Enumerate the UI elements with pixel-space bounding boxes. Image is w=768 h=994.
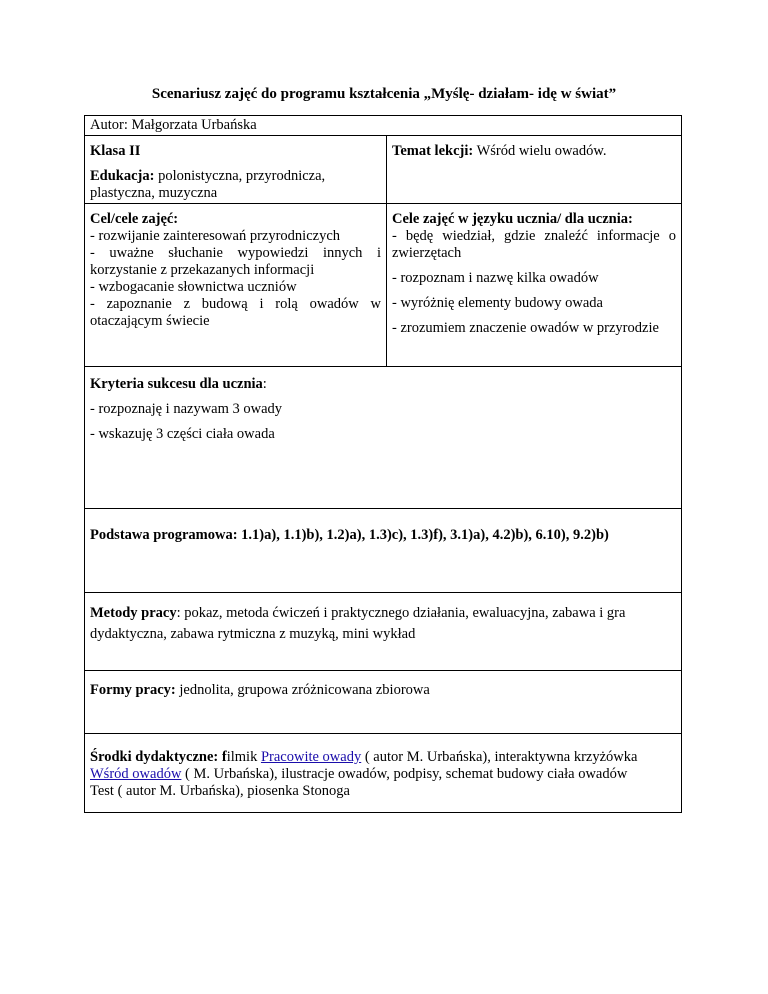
student-goal-item: - rozpoznam i nazwę kilka owadów bbox=[392, 270, 599, 286]
criteria-item: - rozpoznaję i nazywam 3 owady bbox=[90, 401, 283, 417]
topic-label: Temat lekcji: bbox=[392, 143, 474, 159]
education-line bbox=[90, 168, 381, 202]
resources-text-3: ( M. Urbańska), ilustracje owadów, podpisy, schemat budowy ciała owadów bbox=[181, 766, 628, 782]
goal-item: - wzbogacanie słownictwa uczniów bbox=[90, 279, 297, 295]
student-goals-label: Cele zajęć w języku ucznia/ dla ucznia: bbox=[392, 211, 633, 227]
class-topic-row bbox=[85, 136, 682, 204]
student-goal-item: - będę wiedział, gdzie znaleźć informacje o zwierzętach bbox=[392, 228, 676, 261]
forms-row bbox=[85, 671, 682, 734]
author-cell bbox=[85, 116, 682, 136]
goal-item: - uważne słuchanie wypowiedzi innych i korzystanie z przekazanych informacji bbox=[90, 245, 381, 278]
methods-value: : pokaz, metoda ćwiczeń i praktycznego działania, ewaluacyjna, zabawa i gra dydaktyczna, zabawa rytmiczna z muzyką, mini wykład bbox=[90, 605, 626, 642]
author: Autor: Małgorzata Urbańska bbox=[90, 117, 257, 133]
resources-label: Środki dydaktyczne: f bbox=[90, 749, 227, 765]
resources-cell bbox=[85, 734, 682, 813]
class-cell bbox=[85, 136, 387, 204]
goal-item: - zapoznanie z budową i rolą owadów w otaczającym świecie bbox=[90, 296, 381, 329]
resources-text bbox=[90, 749, 676, 800]
forms-label: Formy pracy: bbox=[90, 682, 176, 698]
criteria-item: - wskazuję 3 części ciała owada bbox=[90, 426, 275, 442]
student-goal-item: - wyróżnię elementy budowy owada bbox=[392, 295, 603, 311]
forms-value: jednolita, grupowa zróżnicowana zbiorowa bbox=[175, 682, 430, 698]
goal-item: - rozwijanie zainteresowań przyrodniczych bbox=[90, 228, 341, 244]
curriculum-row bbox=[85, 509, 682, 593]
goals-cell bbox=[85, 204, 387, 367]
topic-cell bbox=[387, 136, 682, 204]
student-goal-item: - zrozumiem znaczenie owadów w przyrodzie bbox=[392, 320, 659, 336]
forms-cell bbox=[85, 671, 682, 734]
resources-text-2: ( autor M. Urbańska), interaktywna krzyżówka bbox=[361, 749, 638, 765]
document-title: Scenariusz zajęć do programu kształcenia „Myślę- działam- idę w świat” bbox=[151, 86, 617, 102]
resources-row bbox=[85, 734, 682, 813]
methods-text bbox=[90, 603, 676, 645]
topic-line bbox=[392, 143, 676, 160]
link-wsrod-owadow[interactable]: Wśród owadów bbox=[90, 766, 182, 782]
goals-label: Cel/cele zajęć: bbox=[90, 211, 179, 227]
forms-text bbox=[90, 682, 676, 699]
criteria-line bbox=[90, 376, 676, 393]
topic-value: Wśród wielu owadów. bbox=[476, 143, 607, 159]
criteria-cell bbox=[85, 367, 682, 509]
education-value: polonistyczna, przyrodnicza, plastyczna, muzyczna bbox=[90, 168, 326, 201]
author-row bbox=[85, 116, 682, 136]
methods-row bbox=[85, 593, 682, 671]
lesson-plan-table bbox=[84, 115, 682, 813]
class-label: Klasa II bbox=[90, 143, 141, 159]
criteria-label: Kryteria sukcesu dla ucznia bbox=[90, 376, 263, 392]
criteria-row bbox=[85, 367, 682, 509]
curriculum-label: Podstawa programowa: bbox=[90, 527, 238, 543]
resources-text-4: Test ( autor M. Urbańska), piosenka Stonoga bbox=[90, 783, 350, 799]
methods-label: Metody pracy bbox=[90, 605, 177, 621]
criteria-colon: : bbox=[262, 376, 267, 392]
student-goals-cell bbox=[387, 204, 682, 367]
curriculum-value: 1.1)a), 1.1)b), 1.2)a), 1.3)c), 1.3)f), 3.1)a), 4.2)b), 6.10), 9.2)b) bbox=[237, 527, 609, 543]
curriculum-cell bbox=[85, 509, 682, 593]
resources-text-1: ilmik bbox=[226, 749, 261, 765]
goals-row bbox=[85, 204, 682, 367]
link-pracowite-owady[interactable]: Pracowite owady bbox=[260, 749, 362, 765]
methods-cell bbox=[85, 593, 682, 671]
curriculum-line bbox=[90, 527, 676, 544]
education-label: Edukacja: bbox=[90, 168, 155, 184]
